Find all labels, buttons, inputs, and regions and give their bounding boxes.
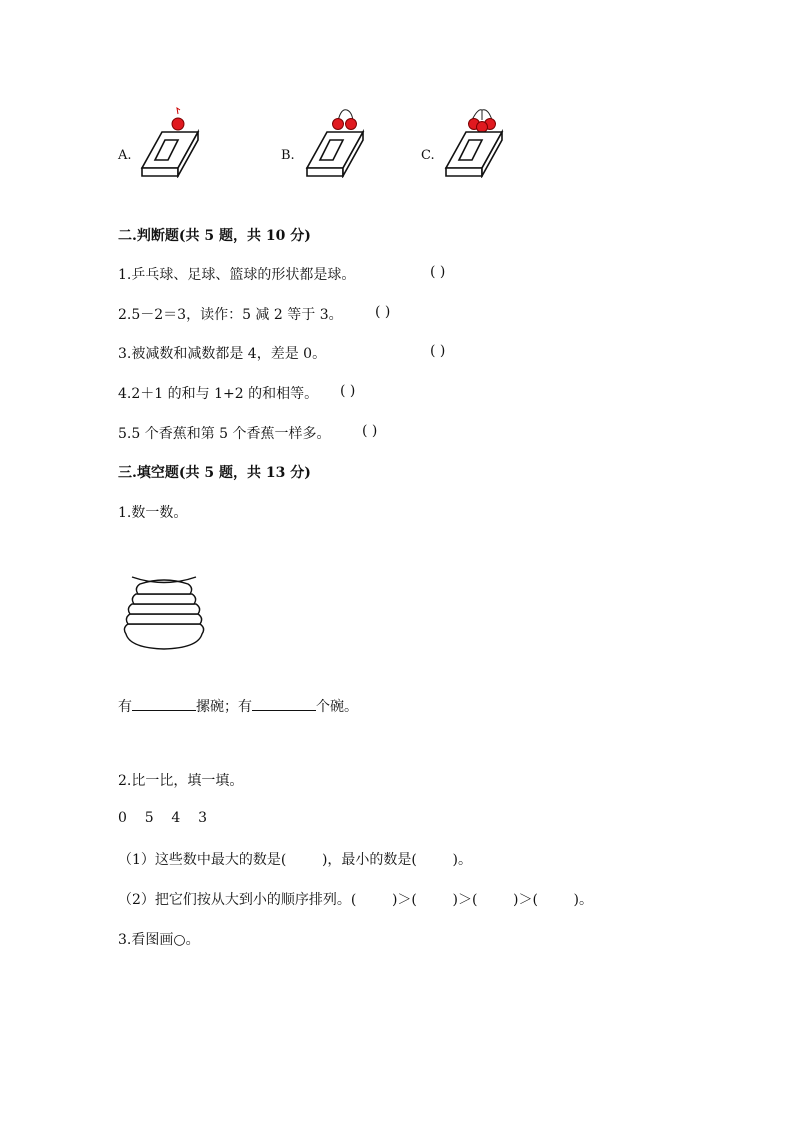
cherry-icon bbox=[172, 108, 184, 130]
judge-item-5-answer[interactable]: ( ) bbox=[362, 423, 378, 439]
option-b-label: B. bbox=[281, 148, 295, 163]
cherry-icon bbox=[333, 110, 357, 130]
fill-q1-blank-stacks[interactable] bbox=[132, 698, 196, 711]
option-a-label: A. bbox=[118, 148, 132, 163]
fill-q1-text-a: 有 bbox=[118, 699, 132, 715]
fill-q2-sub1[interactable]: （1）这些数中最大的数是( )，最小的数是( )。 bbox=[118, 852, 472, 868]
fill-q2-numbers: 0 5 4 3 bbox=[118, 810, 208, 826]
judge-item-4-text: 4.2＋1 的和与 1+2 的和相等。 bbox=[118, 386, 319, 402]
box-icon bbox=[142, 132, 198, 176]
judge-item-5-text: 5.5 个香蕉和第 5 个香蕉一样多。 bbox=[118, 426, 331, 442]
judge-item-4-answer[interactable]: ( ) bbox=[340, 383, 356, 399]
judge-item-2-answer[interactable]: ( ) bbox=[375, 304, 391, 320]
section2-title: 二.判断题(共 5 题，共 10 分) bbox=[118, 228, 311, 244]
fill-q3-prompt: 3.看图画○。 bbox=[118, 932, 200, 948]
cherry-icon bbox=[469, 110, 496, 133]
option-b-image bbox=[303, 106, 367, 178]
judge-item-3-answer[interactable]: ( ) bbox=[430, 343, 446, 359]
fill-q1-answer-line bbox=[118, 696, 358, 716]
judge-item-2-text: 2.5－2＝3，读作：5 减 2 等于 3。 bbox=[118, 307, 343, 323]
option-c-image bbox=[442, 106, 506, 178]
box-icon bbox=[307, 132, 363, 176]
fill-q1-prompt: 1.数一数。 bbox=[118, 505, 188, 521]
fill-q1-text-c: 个碗。 bbox=[316, 699, 358, 715]
fill-q1-blank-bowls[interactable] bbox=[252, 698, 316, 711]
judge-item-1-answer[interactable]: ( ) bbox=[430, 264, 446, 280]
box-icon bbox=[446, 132, 502, 176]
fill-q2-sub2[interactable]: （2）把它们按从大到小的顺序排列。( )＞( )＞( )＞( )。 bbox=[118, 892, 594, 908]
judge-item-1-text: 1.乒乓球、足球、篮球的形状都是球。 bbox=[118, 267, 356, 283]
judge-item-3-text: 3.被减数和减数都是 4，差是 0。 bbox=[118, 346, 327, 362]
option-a-image bbox=[138, 106, 202, 178]
section3-title: 三.填空题(共 5 题，共 13 分) bbox=[118, 465, 311, 481]
bowl-stack-image bbox=[118, 574, 210, 654]
option-c-label: C. bbox=[421, 148, 435, 163]
fill-q1-text-b: 摞碗；有 bbox=[196, 699, 252, 715]
fill-q2-prompt: 2.比一比，填一填。 bbox=[118, 773, 244, 789]
